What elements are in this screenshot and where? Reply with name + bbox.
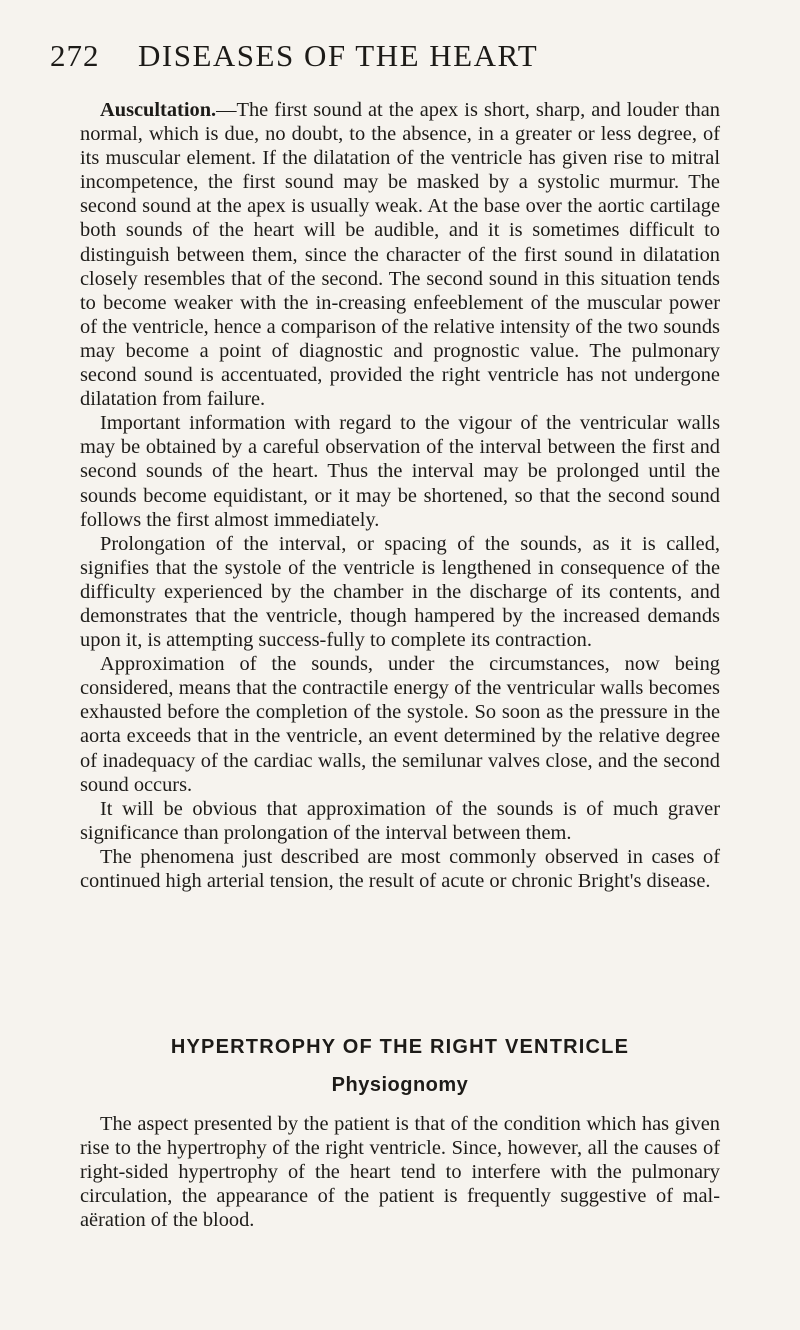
section-subheading: Physiognomy [331,1074,469,1096]
auscultation-label: Auscultation. [100,99,217,121]
paragraph: Prolongation of the interval, or spacing of the sounds, as it is called, signifies that the systole of the ventricle is lengthened in consequence of the difficulty experienced by the chamber in the discharge of its contents, and demonstrates that the ventricle, though hampered by the increased demands upon it, is attempting success-fully to complete its contraction. [80,532,720,652]
running-head [50,38,720,78]
running-title: DISEASES OF THE HEART [138,38,539,73]
paragraph: It will be obvious that approximation of the sounds is of much graver significance than prolongation of the interval between them. [80,797,720,844]
paragraph: Important information with regard to the vigour of the ventricular walls may be obtained by a careful observation of the interval between the first and second sounds of the heart. Thus the interval may be prolonged until the sounds become equidistant, or it may be shortened, so that the second sound follows the first almost immediately. [80,412,720,531]
paragraph-auscultation [80,98,720,411]
section-heading: HYPERTROPHY OF THE RIGHT VENTRICLE [170,1036,630,1058]
paragraph: Approximation of the sounds, under the circumstances, now being considered, means that the contractile energy of the ventricular walls becomes exhausted before the completion of the systole. So soon as the pressure in the aorta exceeds that in the ventricle, an event determined by the relative degree of inadequacy of the cardiac walls, the semilunar valves close, and the second sound occurs. [80,653,720,796]
body-text [80,98,720,893]
paragraph: The aspect presented by the patient is that of the condition which has given rise to the hypertrophy of the right ventricle. Since, however, all the causes of right-sided hypertrophy of the heart tend to interfere with the pulmonary circulation, the appearance of the patient is frequently suggestive of mal-aëration of the blood. [80,1113,720,1232]
page-number: 272 [50,38,100,73]
book-page [50,0,720,1330]
paragraph: The phenomena just described are most commonly observed in cases of continued high arterial tension, the result of acute or chronic Bright's disease. [80,845,720,892]
section-body-text [80,1112,720,1232]
paragraph-text: —The first sound at the apex is short, sharp, and louder than normal, which is due, no doubt, to the absence, in a greater or less degree, of its muscular element. If the dilatation of the ventricle has given rise to mitral incompetence, the first sound may be masked by a systolic murmur. The second sound at the apex is usually weak. At the base over the aortic cartilage both sounds of the heart will be audible, and it is sometimes difficult to distinguish between them, since the character of the first sound in dilatation closely resembles that of the second. The second sound in this situation tends to become weaker with the in-creasing enfeeblement of the muscular power of the ventricle, hence a comparison of the relative intensity of the two sounds may become a point of diagnostic and prognostic value. The pulmonary second sound is accentuated, provided the right ventricle has not undergone dilatation from failure. [80,99,720,411]
